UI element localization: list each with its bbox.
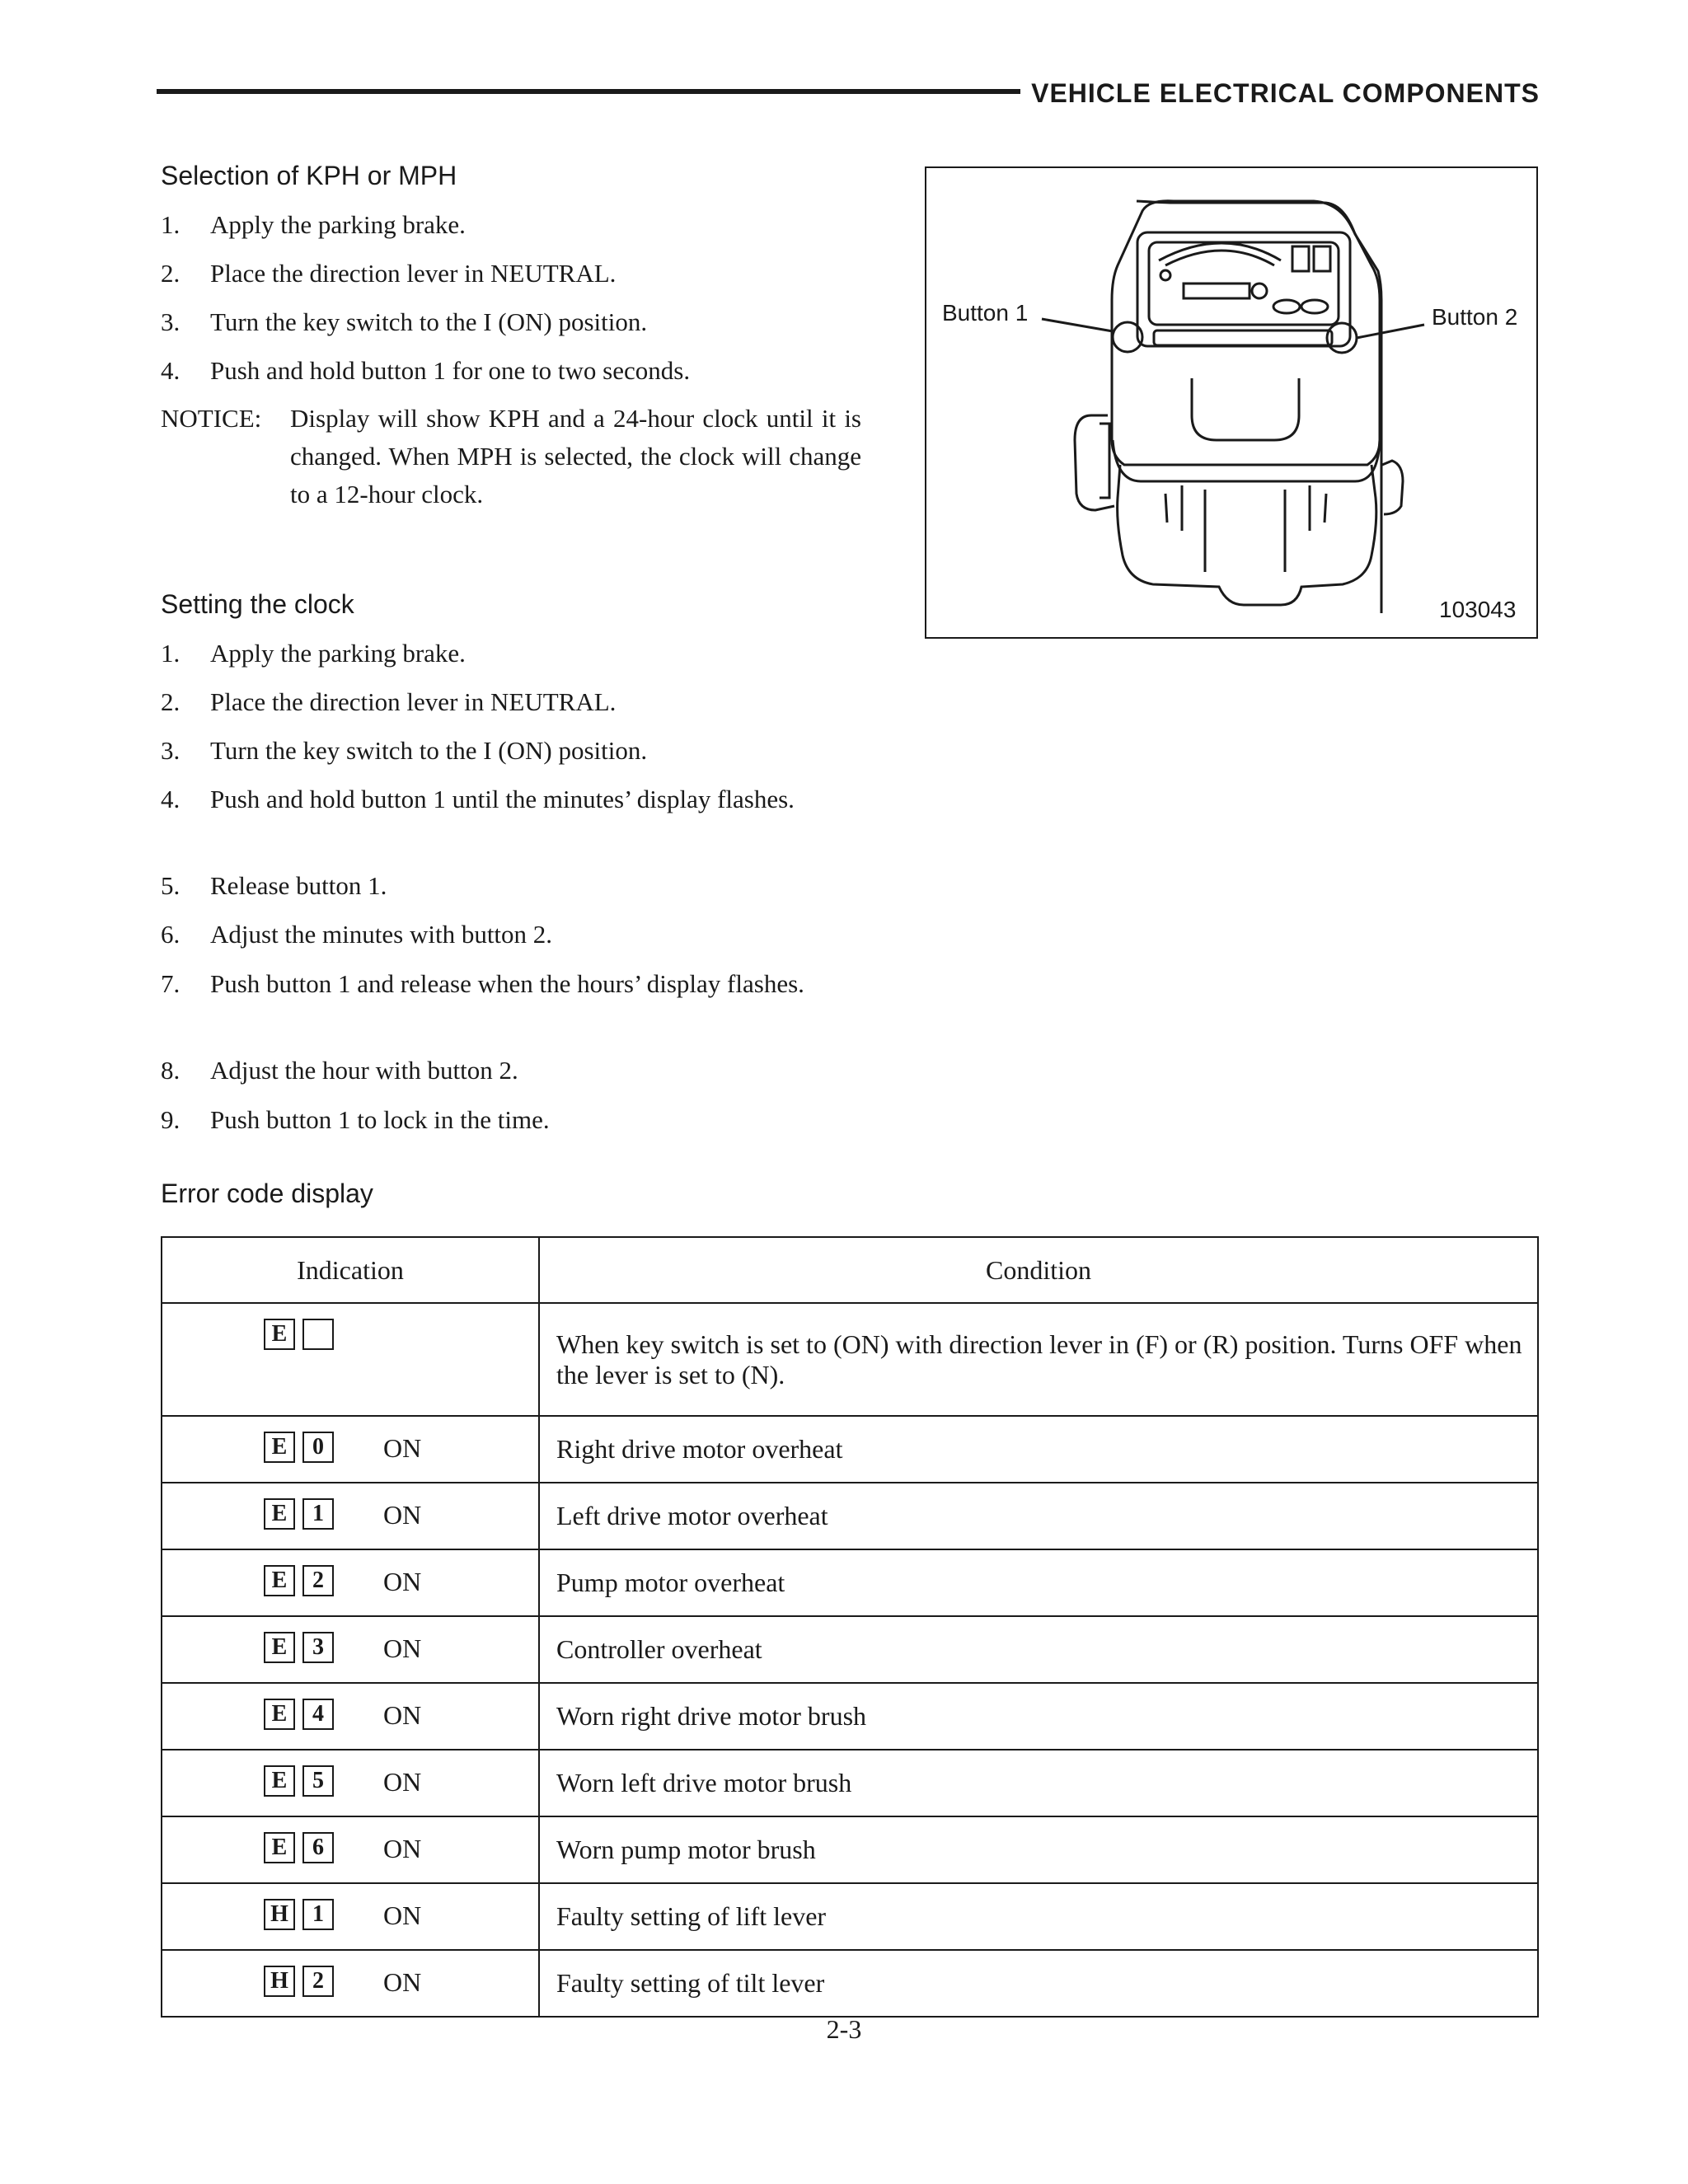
condition-cell: Left drive motor overheat — [539, 1483, 1538, 1549]
step-number: 6. — [161, 920, 181, 949]
step-text: Apply the parking brake. — [210, 210, 466, 239]
code-box: E — [264, 1432, 295, 1463]
step-number: 3. — [161, 307, 181, 336]
state-label: ON — [383, 1833, 422, 1863]
condition-cell: Right drive motor overheat — [539, 1416, 1538, 1483]
step-number: 7. — [161, 969, 181, 998]
state-label: ON — [383, 1699, 422, 1730]
step-text: Place the direction lever in NEUTRAL. — [210, 259, 617, 288]
clock-step — [161, 965, 861, 1003]
condition-cell: Worn right drive motor brush — [539, 1683, 1538, 1750]
state-label: ON — [383, 1566, 422, 1596]
step-text: Adjust the hour with button 2. — [210, 1056, 518, 1085]
indication-column-header: Indication — [162, 1237, 539, 1303]
clock-step — [161, 732, 861, 770]
step-number: 9. — [161, 1105, 181, 1134]
condition-cell: Worn left drive motor brush — [539, 1750, 1538, 1816]
page-number: 2-3 — [826, 2014, 862, 2044]
speed-step — [161, 303, 861, 341]
code-box: E — [264, 1632, 295, 1663]
step-number: 4. — [161, 785, 181, 813]
section-title: VEHICLE ELECTRICAL COMPONENTS — [1031, 78, 1540, 108]
code-box: 5 — [302, 1765, 334, 1797]
code-box: E — [264, 1699, 295, 1730]
step-text: Push button 1 to lock in the time. — [210, 1105, 550, 1134]
clock-step — [161, 683, 861, 721]
code-box: 2 — [302, 1565, 334, 1596]
error-code-table — [161, 1236, 1539, 2018]
code-box — [302, 1319, 334, 1350]
step-number: 5. — [161, 871, 181, 900]
condition-cell: Faulty setting of tilt lever — [539, 1950, 1538, 2017]
state-label: ON — [383, 1966, 422, 1997]
speed-heading: Selection of KPH or MPH — [161, 161, 457, 190]
clock-step — [161, 867, 861, 905]
step-text: Release button 1. — [210, 871, 387, 900]
step-text: Apply the parking brake. — [210, 639, 466, 668]
indication-cell — [162, 1416, 539, 1483]
condition-cell: Pump motor overheat — [539, 1549, 1538, 1616]
table-row — [162, 1616, 1538, 1683]
condition-column-header: Condition — [539, 1237, 1538, 1303]
table-row — [162, 1750, 1538, 1816]
table-row — [162, 1950, 1538, 2017]
table-row — [162, 1883, 1538, 1950]
step-number: 3. — [161, 736, 181, 765]
code-box: E — [264, 1498, 295, 1530]
figure-number: 103043 — [1439, 597, 1517, 622]
clock-step — [161, 1052, 861, 1090]
clock-heading: Setting the clock — [161, 589, 354, 619]
display-panel-illustration — [926, 168, 1536, 637]
clock-step — [161, 780, 861, 818]
code-box: 0 — [302, 1432, 334, 1463]
step-text: Turn the key switch to the I (ON) position. — [210, 736, 648, 765]
indication-cell — [162, 1816, 539, 1883]
code-box: 4 — [302, 1699, 334, 1730]
step-number: 1. — [161, 210, 181, 239]
indication-cell — [162, 1483, 539, 1549]
table-header-row — [162, 1237, 1538, 1303]
step-number: 1. — [161, 639, 181, 668]
code-box: E — [264, 1319, 295, 1350]
table-row — [162, 1303, 1538, 1416]
code-box: 1 — [302, 1498, 334, 1530]
step-text: Push and hold button 1 until the minutes’ display flashes. — [210, 785, 795, 813]
state-label: ON — [383, 1900, 422, 1930]
header-rule — [157, 89, 1020, 94]
state-label: ON — [383, 1766, 422, 1797]
table-row — [162, 1549, 1538, 1616]
indication-cell — [162, 1616, 539, 1683]
step-text: Turn the key switch to the I (ON) position. — [210, 307, 648, 336]
condition-cell: Controller overheat — [539, 1616, 1538, 1683]
notice-label: NOTICE: — [161, 404, 262, 433]
clock-step — [161, 1101, 861, 1139]
state-label: ON — [383, 1432, 422, 1463]
indication-cell — [162, 1883, 539, 1950]
speed-step — [161, 352, 861, 390]
indication-cell — [162, 1303, 539, 1416]
code-box: E — [264, 1765, 295, 1797]
clock-step — [161, 635, 861, 673]
condition-cell: Faulty setting of lift lever — [539, 1883, 1538, 1950]
code-box: 3 — [302, 1632, 334, 1663]
speed-step — [161, 255, 861, 293]
display-panel-figure — [925, 166, 1538, 639]
state-label: ON — [383, 1633, 422, 1663]
code-box: H — [264, 1966, 295, 1997]
indication-cell — [162, 1750, 539, 1816]
step-number: 2. — [161, 259, 181, 288]
step-text: Adjust the minutes with button 2. — [210, 920, 553, 949]
notice — [161, 400, 861, 513]
state-label: ON — [383, 1499, 422, 1530]
step-text: Place the direction lever in NEUTRAL. — [210, 687, 617, 716]
step-number: 8. — [161, 1056, 181, 1085]
button-2-callout: Button 2 — [1432, 304, 1518, 330]
condition-cell: When key switch is set to (ON) with direction lever in (F) or (R) position. Turns OFF when the lever is set to (N). — [539, 1303, 1538, 1416]
table-row — [162, 1483, 1538, 1549]
error-heading: Error code display — [161, 1179, 373, 1208]
step-text: Push and hold button 1 for one to two seconds. — [210, 356, 691, 385]
code-box: H — [264, 1899, 295, 1930]
indication-cell — [162, 1683, 539, 1750]
table-row — [162, 1683, 1538, 1750]
button-1-callout: Button 1 — [942, 300, 1029, 326]
step-text: Push button 1 and release when the hours’ display flashes. — [210, 969, 804, 998]
notice-text: Display will show KPH and a 24-hour clock until it is changed. When MPH is selected, the clock will change to a 12-hour clock. — [290, 404, 861, 509]
indication-cell — [162, 1950, 539, 2017]
speed-step — [161, 206, 861, 244]
code-box: 6 — [302, 1832, 334, 1863]
code-box: 1 — [302, 1899, 334, 1930]
step-number: 4. — [161, 356, 181, 385]
indication-cell — [162, 1549, 539, 1616]
table-row — [162, 1416, 1538, 1483]
code-box: 2 — [302, 1966, 334, 1997]
condition-cell: Worn pump motor brush — [539, 1816, 1538, 1883]
code-box: E — [264, 1832, 295, 1863]
step-number: 2. — [161, 687, 181, 716]
clock-step — [161, 916, 861, 954]
table-row — [162, 1816, 1538, 1883]
code-box: E — [264, 1565, 295, 1596]
